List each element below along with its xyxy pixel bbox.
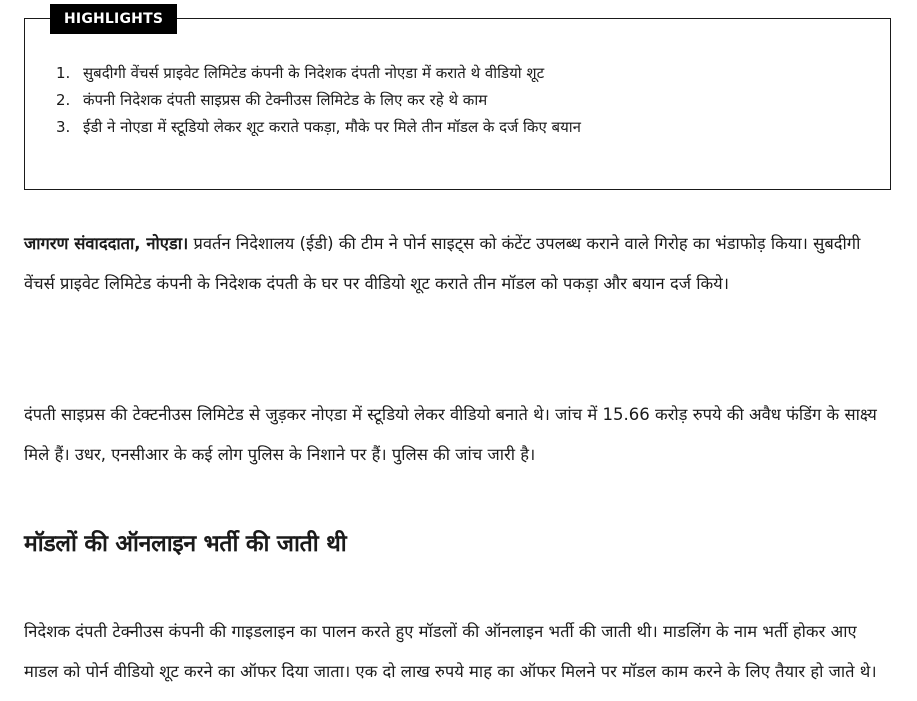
article-paragraph-2: दंपती साइप्रस की टेक्टनीउस लिमिटेड से जुड़कर नोएडा में स्टूडियो लेकर वीडियो बनाते थे। जांच में 15.66 करोड़ रुपये की अवैध फंडिंग के साक्ष्य मिले हैं। उधर, एनसीआर के कई लोग पुलिस के निशाने पर हैं। पुलिस की जांच जारी है।	[24, 405, 877, 464]
highlight-item	[56, 107, 581, 147]
highlights-list	[56, 53, 581, 147]
highlights-label: HIGHLIGHTS	[50, 4, 177, 34]
highlight-text: कंपनी निदेशक दंपती साइप्रस की टेक्नीउस लिमिटेड के लिए कर रहे थे काम	[83, 91, 488, 109]
section-heading: मॉडलों की ऑनलाइन भर्ती की जाती थी	[24, 531, 347, 557]
highlight-text: ईडी ने नोएडा में स्टूडियो लेकर शूट कराते पकड़ा, मौके पर मिले तीन मॉडल के दर्ज किए बयान	[83, 118, 581, 136]
article-paragraph-1	[24, 224, 894, 304]
paragraph-1-text: प्रवर्तन निदेशालय (ईडी) की टीम ने पोर्न साइट्स को कंटेंट उपलब्ध कराने वाले गिरोह का भंडाफोड़ किया। सुबदीगी वेंचर्स प्राइवेट लिमिटेड कंपनी के निदेशक दंपती के घर पर वीडियो शूट कराते तीन मॉडल को पकड़ा और बयान दर्ज किये।	[24, 234, 861, 293]
highlight-text: सुबदीगी वेंचर्स प्राइवेट लिमिटेड कंपनी के निदेशक दंपती नोएडा में कराते थे वीडियो शूट	[83, 64, 545, 82]
highlight-number: 1.	[56, 64, 71, 82]
dateline: जागरण संवाददाता, नोएडा।	[24, 234, 189, 253]
highlight-number: 3.	[56, 118, 71, 136]
article-paragraph-3: निदेशक दंपती टेक्नीउस कंपनी की गाइडलाइन का पालन करते हुए मॉडलों की ऑनलाइन भर्ती की जाती थी। माडलिंग के नाम भर्ती होकर आए माडल को पोर्न वीडियो शूट करने का ऑफर दिया जाता। एक दो लाख रुपये माह का ऑफर मिलने पर मॉडल काम करने के लिए तैयार हो जाते थे।	[24, 622, 877, 681]
highlight-number: 2.	[56, 91, 71, 109]
